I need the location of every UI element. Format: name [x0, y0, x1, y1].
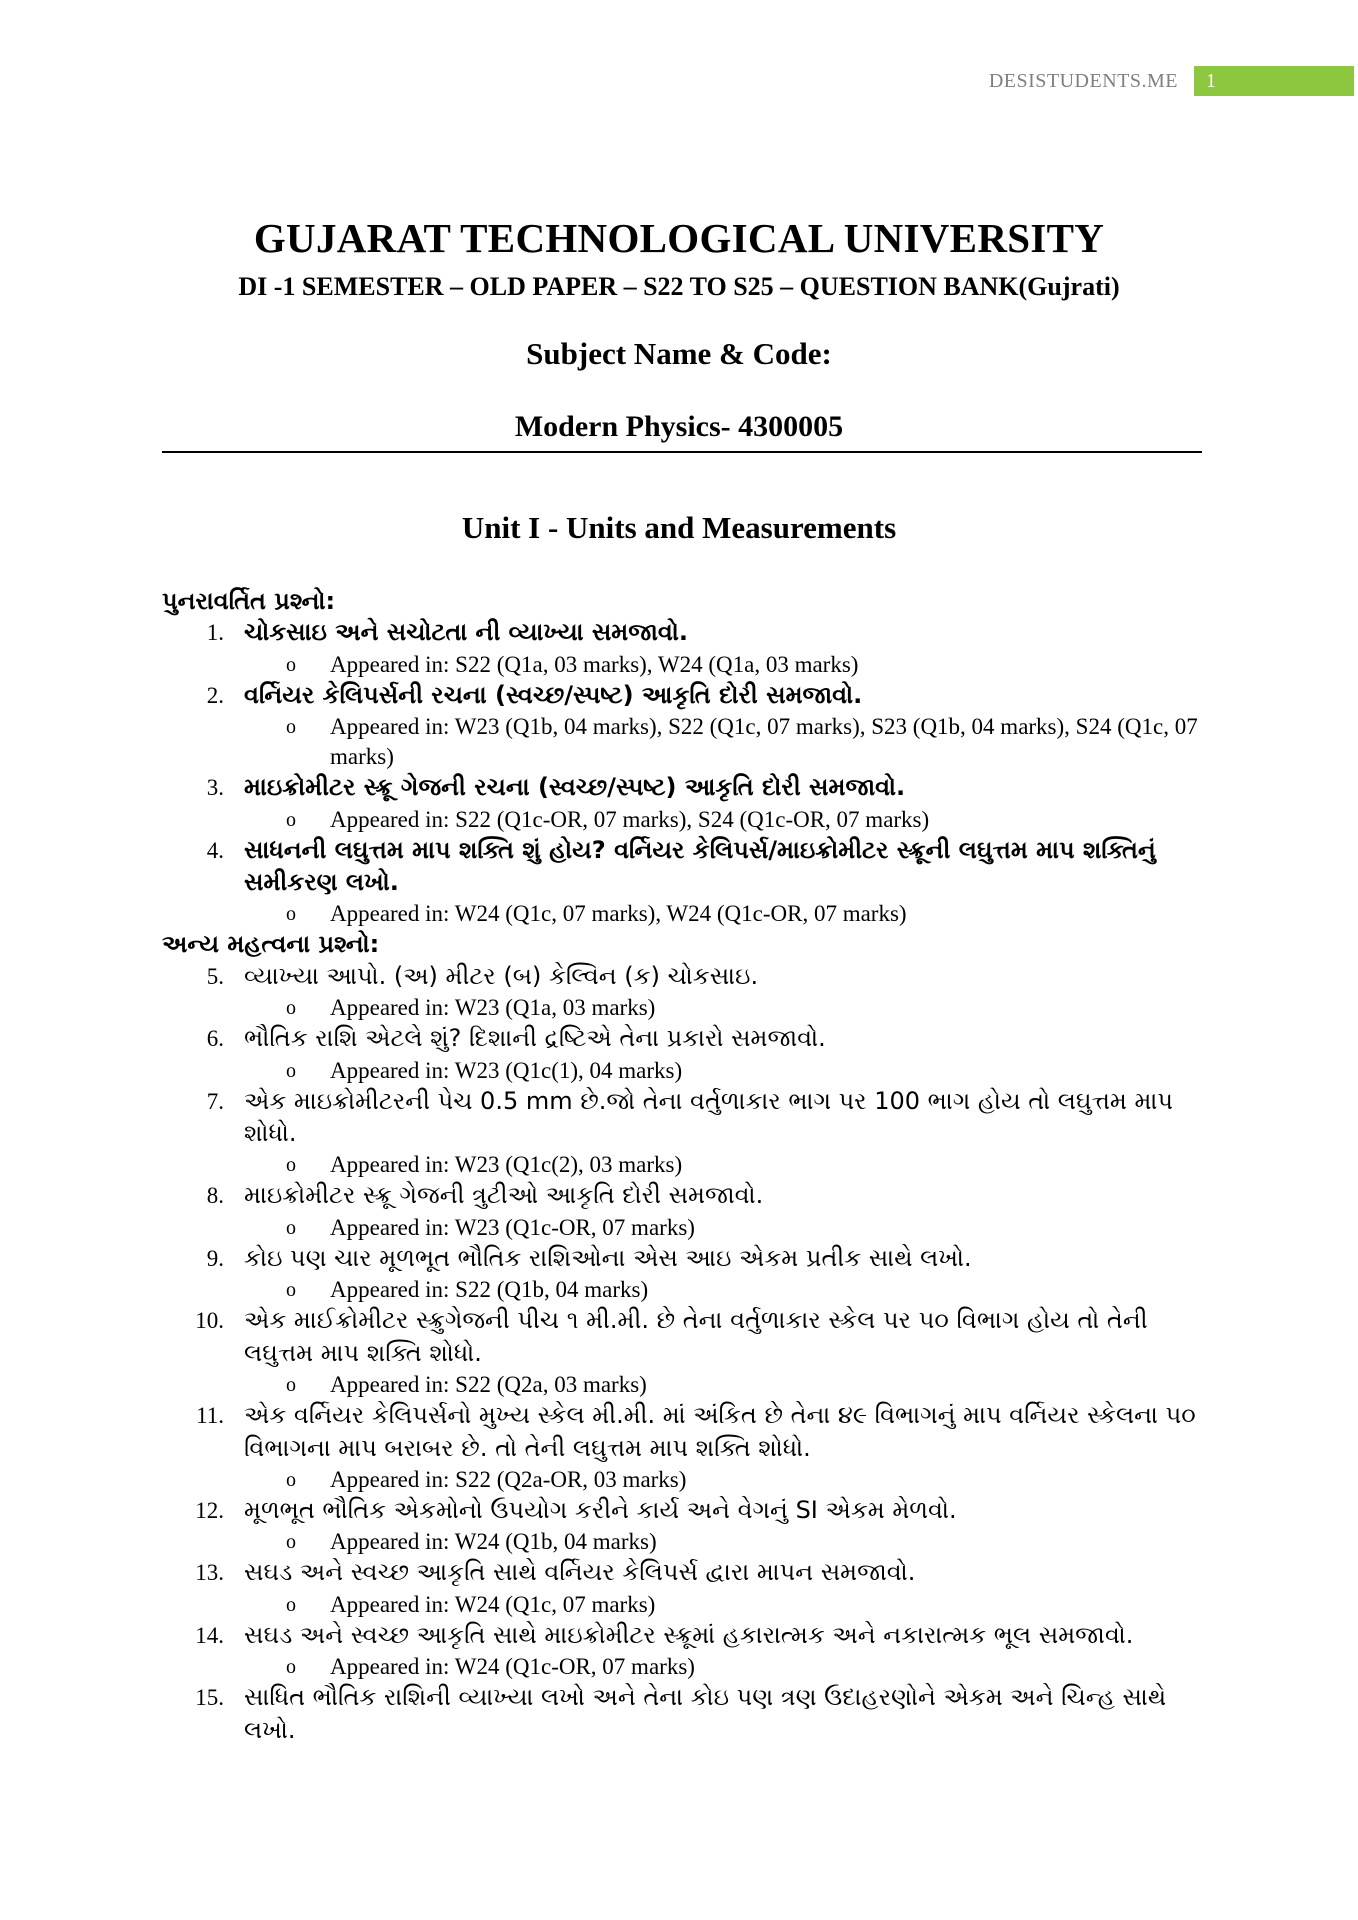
question-item [162, 1086, 1222, 1151]
question-number: 8. [206, 1183, 224, 1209]
question-text: વ્યાખ્યા આપો. (અ) મીટર (બ) કેલ્વિન (ક) ચોકસાઇ. [244, 961, 759, 990]
question-item [162, 1682, 1222, 1747]
question-item [162, 1023, 1222, 1055]
appeared-text: Appeared in: S22 (Q1b, 04 marks) [330, 1277, 649, 1303]
appeared-text: Appeared in: S22 (Q2a-OR, 03 marks) [330, 1466, 687, 1492]
appeared-text: Appeared in: W24 (Q1b, 04 marks) [330, 1529, 657, 1555]
question-item [162, 1180, 1222, 1212]
appeared-text: Appeared in: W24 (Q1c, 07 marks), W24 (Q1c-OR, 07 marks) [330, 901, 907, 927]
question-text: સાધિત ભૌતિક રાશિની વ્યાખ્યા લખો અને તેના કોઇ પણ ત્રણ ઉદાહરણોને એકમ અને ચિન્હ સાથે લખો. [244, 1683, 1167, 1744]
appeared-text: Appeared in: S22 (Q1c-OR, 07 marks), S24 (Q1c-OR, 07 marks) [330, 806, 930, 832]
appeared-line [162, 805, 1222, 835]
appeared-line [162, 1056, 1222, 1086]
question-item [162, 1557, 1222, 1589]
appeared-text: Appeared in: S22 (Q2a, 03 marks) [330, 1372, 647, 1398]
bullet-icon: o [286, 1216, 296, 1239]
appeared-text: Appeared in: W23 (Q1a, 03 marks) [330, 995, 656, 1021]
subject-name: Modern Physics- 4300005 [514, 410, 844, 443]
question-text: એક માઈક્રોમીટર સ્ક્રુગેજની પીચ ૧ મી.મી. છે તેના વર્તુળાકાર સ્કેલ પર ૫૦ વિભાગ હોય તો તેની લઘુત્તમ માપ શક્તિ શોધો. [244, 1306, 1148, 1367]
appeared-line [162, 712, 1222, 772]
bullet-icon: o [286, 1279, 296, 1302]
question-number: 10. [195, 1308, 224, 1334]
appeared-line [162, 993, 1222, 1023]
appeared-line [162, 1213, 1222, 1243]
bullet-icon: o [286, 903, 296, 926]
question-number: 5. [206, 963, 224, 989]
question-number: 9. [206, 1245, 224, 1271]
question-text: ચોકસાઇ અને સચોટતા ની વ્યાખ્યા સમજાવો. [244, 618, 688, 647]
appeared-text: Appeared in: W23 (Q1b, 04 marks), S22 (Q1c, 07 marks), S23 (Q1b, 04 marks), S24 (Q1c, 07 marks) [330, 714, 1198, 770]
question-item [162, 835, 1222, 900]
question-text: ભૌતિક રાશિ એટલે શું? દિશાની દ્રષ્ટિએ તેના પ્રકારો સમજાવો. [244, 1024, 826, 1053]
appeared-line [162, 1652, 1222, 1682]
appeared-line [162, 650, 1222, 680]
question-number: 4. [206, 837, 224, 863]
question-item [162, 1243, 1222, 1275]
appeared-text: Appeared in: W23 (Q1c(1), 04 marks) [330, 1057, 683, 1083]
bullet-icon: o [286, 1374, 296, 1397]
horizontal-rule [162, 451, 1202, 453]
question-number: 15. [195, 1685, 224, 1711]
question-number: 13. [195, 1560, 224, 1586]
appeared-line [162, 1590, 1222, 1620]
appeared-line [162, 1150, 1222, 1180]
document-subtitle: DI -1 SEMESTER – OLD PAPER – S22 TO S25 – QUESTION BANK(Gujrati) [238, 272, 1120, 301]
question-item [162, 772, 1222, 804]
appeared-text: Appeared in: W23 (Q1c(2), 03 marks) [330, 1152, 683, 1178]
question-item [162, 961, 1222, 993]
bullet-icon: o [286, 1154, 296, 1177]
question-text: એક વર્નિયર કેલિપર્સનો મુખ્ય સ્કેલ મી.મી. માં અંકિત છે તેના ૪૯ વિભાગનું માપ વર્નિયર સ્કેલના ૫૦ વિભાગના માપ બરાબર છે. તો તેની લઘુત્તમ માપ શક્તિ શોધો. [244, 1401, 1196, 1462]
appeared-line [162, 899, 1222, 929]
question-number: 2. [206, 682, 224, 708]
bullet-icon: o [286, 1531, 296, 1554]
question-list [162, 586, 1222, 1747]
question-item [162, 1400, 1222, 1465]
bullet-icon: o [286, 1059, 296, 1082]
question-number: 14. [195, 1622, 224, 1648]
question-item [162, 617, 1222, 649]
question-text: માઇક્રોમીટર સ્ક્રૂ ગેજની રચના (સ્વચ્છ/સ્પષ્ટ) આકૃતિ દોરી સમજાવો. [244, 773, 906, 802]
question-number: 3. [206, 775, 224, 801]
bullet-icon: o [286, 716, 296, 739]
appeared-line [162, 1275, 1222, 1305]
question-text: કોઇ પણ ચાર મૂળભૂત ભૌતિક રાશિઓના એસ આઇ એકમ પ્રતીક સાથે લખો. [244, 1243, 972, 1272]
bullet-icon: o [286, 1468, 296, 1491]
question-number: 7. [206, 1088, 224, 1114]
question-number: 6. [206, 1026, 224, 1052]
section-heading-repeated: પુનરાવર્તિત પ્રશ્નો: [162, 587, 336, 615]
question-item [162, 1495, 1222, 1527]
question-item [162, 680, 1222, 712]
appeared-text: Appeared in: W24 (Q1c, 07 marks) [330, 1591, 656, 1617]
bullet-icon: o [286, 1593, 296, 1616]
bullet-icon: o [286, 1656, 296, 1679]
question-number: 1. [206, 620, 224, 646]
appeared-text: Appeared in: W23 (Q1c-OR, 07 marks) [330, 1214, 695, 1240]
appeared-text: Appeared in: S22 (Q1a, 03 marks), W24 (Q1a, 03 marks) [330, 651, 859, 677]
document-title: GUJARAT TECHNOLOGICAL UNIVERSITY [253, 215, 1105, 261]
section-heading-other: અન્ય મહત્વના પ્રશ્નો: [162, 930, 380, 959]
subject-label: Subject Name & Code: [526, 336, 832, 371]
header-page-number: 1 [1194, 66, 1354, 96]
appeared-line [162, 1370, 1222, 1400]
question-text: મૂળભૂત ભૌતિક એકમોનો ઉપયોગ કરીને કાર્ય અને વેગનું SI એકમ મેળવો. [244, 1495, 957, 1524]
bullet-icon: o [286, 653, 296, 676]
bullet-icon: o [286, 997, 296, 1020]
question-number: 11. [196, 1403, 224, 1429]
question-number: 12. [195, 1497, 224, 1523]
question-text: સાધનની લઘુત્તમ માપ શક્તિ શું હોય? વર્નિયર કેલિપર્સ/માઇક્રોમીટર સ્ક્રૂની લઘુત્તમ માપ શક્તિનું સમીકરણ લખો. [244, 835, 1156, 897]
appeared-line [162, 1527, 1222, 1557]
question-text: સઘડ અને સ્વચ્છ આકૃતિ સાથે વર્નિયર કેલિપર્સ દ્વારા માપન સમજાવો. [244, 1558, 916, 1587]
appeared-line [162, 1465, 1222, 1495]
question-item [162, 1305, 1222, 1370]
question-text: સઘડ અને સ્વચ્છ આકૃતિ સાથે માઇક્રોમીટર સ્ક્રૂમાં હકારાત્મક અને નકારાત્મક ભૂલ સમજાવો. [244, 1620, 1134, 1649]
question-text: વર્નિયર કેલિપર્સની રચના (સ્વચ્છ/સ્પષ્ટ) આકૃતિ દોરી સમજાવો. [244, 680, 863, 709]
appeared-text: Appeared in: W24 (Q1c-OR, 07 marks) [330, 1654, 695, 1680]
question-text: માઇક્રોમીટર સ્ક્રૂ ગેજની ત્રુટીઓ આકૃતિ દોરી સમજાવો. [244, 1181, 764, 1210]
question-item [162, 1620, 1222, 1652]
question-text: એક માઇક્રોમીટરની પેચ 0.5 mm છે.જો તેના વર્તુળાકાર ભાગ પર 100 ભાગ હોય તો લઘુત્તમ માપ શોધો. [244, 1086, 1173, 1148]
bullet-icon: o [286, 808, 296, 831]
header-site-name: DESISTUDENTS.ME [988, 70, 1178, 92]
unit-title: Unit I - Units and Measurements [461, 510, 897, 545]
